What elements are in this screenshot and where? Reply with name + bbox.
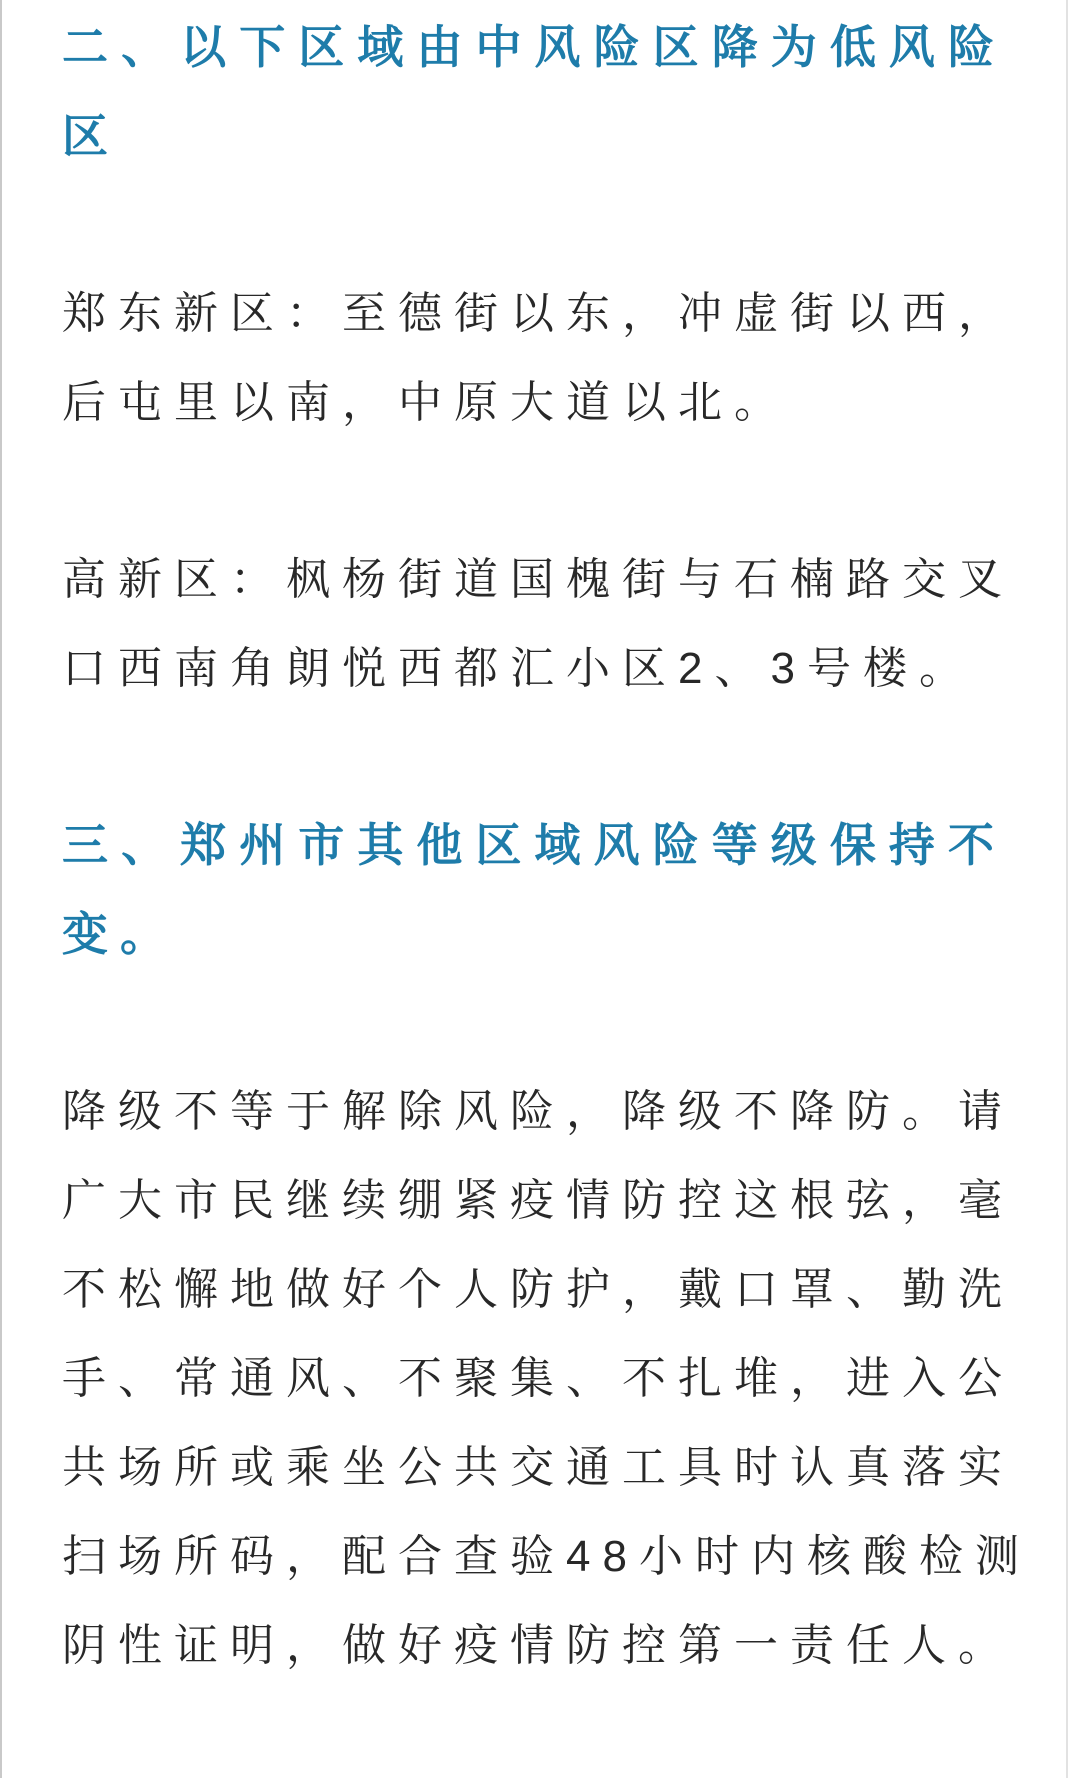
text-line: 高新区：枫杨街道国槐街与石楠路交叉 xyxy=(62,555,1014,604)
text-line: 扫场所码，配合查验48小时内核酸检测 xyxy=(62,1532,1031,1581)
text-line: 口西南角朗悦西都汇小区2、3号楼。 xyxy=(62,644,975,693)
text-line: 手、常通风、不聚集、不扎堆，进入公 xyxy=(62,1354,1014,1403)
heading-line: 二、以下区域由中风险区降为低风险 xyxy=(62,21,1006,73)
text-line: 降级不等于解除风险，降级不降防。请 xyxy=(62,1087,1014,1136)
section-heading-3 xyxy=(62,801,1006,979)
heading-line: 三、郑州市其他区域风险等级保持不 xyxy=(62,819,1006,871)
text-line: 广大市民继续绷紧疫情防控这根弦，毫 xyxy=(62,1176,1014,1225)
text-line: 不松懈地做好个人防护，戴口罩、勤洗 xyxy=(62,1265,1014,1314)
text-line: 后屯里以南，中原大道以北。 xyxy=(62,378,790,427)
body-paragraph-gaoxin xyxy=(62,535,1014,713)
text-line: 阴性证明，做好疫情防控第一责任人。 xyxy=(62,1621,1014,1670)
heading-line: 区 xyxy=(62,110,120,162)
section-heading-2 xyxy=(62,3,1006,181)
body-paragraph-zhengdong xyxy=(62,269,1014,447)
text-line: 共场所或乘坐公共交通工具时认真落实 xyxy=(62,1443,1014,1492)
heading-line: 变。 xyxy=(62,908,178,960)
body-paragraph-advice xyxy=(62,1067,1031,1690)
text-line: 郑东新区：至德街以东，冲虚街以西， xyxy=(62,289,1014,338)
